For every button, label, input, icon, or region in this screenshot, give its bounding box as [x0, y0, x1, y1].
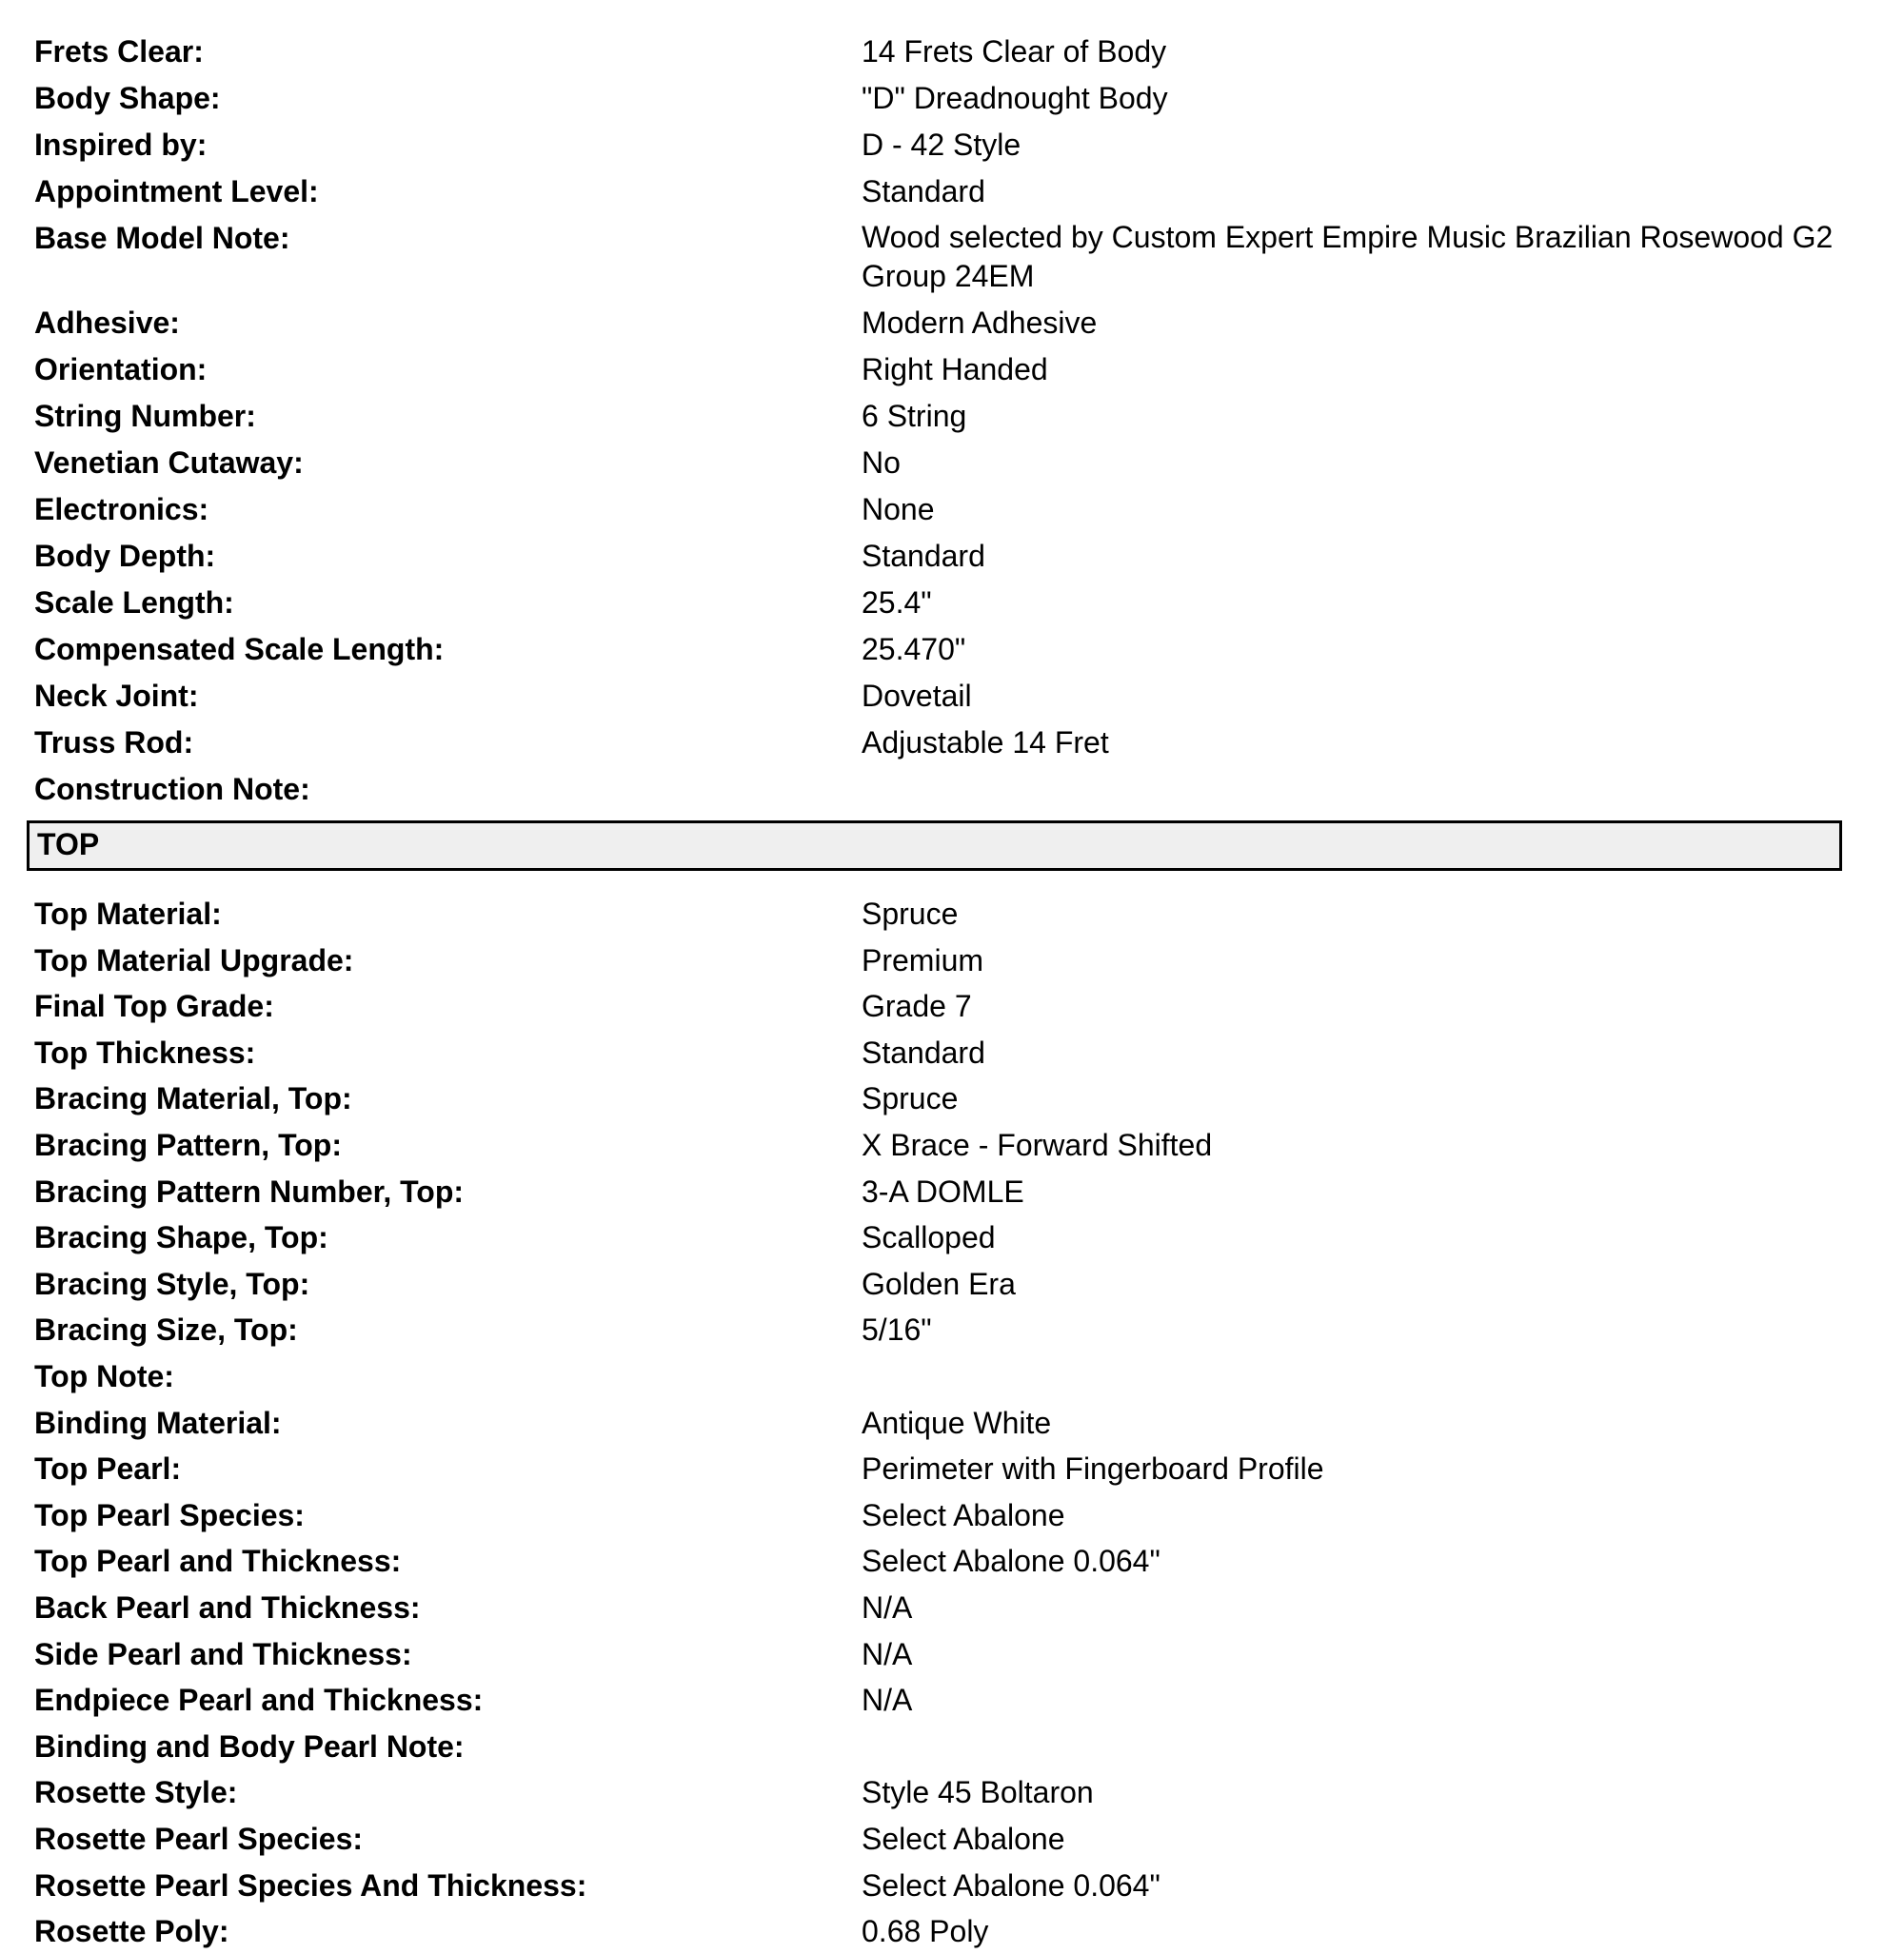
spec-row	[0, 1307, 1904, 1352]
spec-value: 25.470"	[862, 632, 966, 666]
spec-value: 6 String	[862, 399, 967, 433]
spec-row	[0, 720, 1904, 765]
spec-label: Rosette Style:	[34, 1775, 238, 1810]
spec-row	[0, 1863, 1904, 1908]
spec-row	[0, 393, 1904, 439]
spec-value: None	[862, 492, 935, 526]
spec-row	[0, 533, 1904, 579]
spec-label: Bracing Pattern, Top:	[34, 1128, 342, 1162]
spec-label: Rosette Pearl Species And Thickness:	[34, 1867, 587, 1903]
spec-label: Binding Material:	[34, 1405, 282, 1440]
spec-row	[0, 1446, 1904, 1491]
spec-row	[0, 580, 1904, 625]
spec-value: N/A	[862, 1590, 913, 1625]
spec-label: Rosette Poly:	[34, 1914, 229, 1949]
spec-row	[0, 215, 1904, 301]
spec-row	[0, 1353, 1904, 1399]
spec-row	[0, 1169, 1904, 1214]
spec-value: 14 Frets Clear of Body	[862, 34, 1167, 69]
spec-label: Appointment Level:	[34, 174, 319, 208]
spec-value: Standard	[862, 174, 985, 208]
spec-label: Final Top Grade:	[34, 989, 274, 1024]
section-header-top	[27, 820, 1842, 871]
spec-value: Wood selected by Custom Expert Empire Music Brazilian Rosewood G2 Group 24EM	[862, 220, 1834, 293]
spec-label: Orientation:	[34, 352, 208, 386]
spec-label: Compensated Scale Length:	[34, 632, 445, 666]
spec-label: Top Material:	[34, 897, 222, 931]
spec-label: Bracing Shape, Top:	[34, 1220, 328, 1255]
spec-label: Bracing Style, Top:	[34, 1266, 310, 1301]
spec-label: Bracing Size, Top:	[34, 1313, 298, 1348]
spec-row	[0, 1816, 1904, 1862]
spec-row	[0, 673, 1904, 719]
spec-label: Back Pearl and Thickness:	[34, 1590, 421, 1625]
spec-value: Spruce	[862, 897, 959, 931]
spec-value: Dovetail	[862, 679, 972, 713]
spec-label: Base Model Note:	[34, 221, 290, 255]
spec-label: Venetian Cutaway:	[34, 445, 304, 480]
spec-row	[0, 75, 1904, 121]
spec-label: Truss Rod:	[34, 725, 194, 760]
spec-label: String Number:	[34, 399, 256, 433]
spec-label: Top Pearl and Thickness:	[34, 1544, 402, 1579]
spec-label: Top Note:	[34, 1359, 174, 1393]
spec-row	[0, 1076, 1904, 1121]
spec-value: N/A	[862, 1683, 913, 1718]
spec-label: Binding and Body Pearl Note:	[34, 1728, 465, 1764]
spec-value: 0.68 Poly	[862, 1914, 989, 1949]
spec-label: Bracing Material, Top:	[34, 1081, 352, 1116]
spec-value: Spruce	[862, 1081, 959, 1116]
spec-value: Select Abalone	[862, 1822, 1065, 1856]
spec-row	[0, 1769, 1904, 1815]
spec-value: 5/16"	[862, 1313, 932, 1348]
spec-label: Adhesive:	[34, 306, 180, 340]
spec-row	[0, 1538, 1904, 1584]
spec-row	[0, 938, 1904, 983]
spec-label: Top Material Upgrade:	[34, 942, 354, 977]
spec-label: Rosette Pearl Species:	[34, 1822, 364, 1856]
spec-row	[0, 168, 1904, 214]
spec-label: Neck Joint:	[34, 679, 199, 713]
spec-value: Select Abalone	[862, 1497, 1065, 1532]
spec-row	[0, 1214, 1904, 1260]
spec-value: Select Abalone 0.064"	[862, 1867, 1160, 1903]
spec-row	[0, 346, 1904, 392]
spec-value: Golden Era	[862, 1266, 1016, 1301]
spec-label: Body Depth:	[34, 539, 216, 573]
spec-row	[0, 626, 1904, 672]
spec-value: N/A	[862, 1636, 913, 1671]
spec-row	[0, 29, 1904, 74]
spec-value: Premium	[862, 942, 984, 977]
spec-row	[0, 1492, 1904, 1538]
spec-value: Right Handed	[862, 352, 1048, 386]
spec-value: No	[862, 445, 901, 480]
spec-label: Inspired by:	[34, 128, 208, 162]
spec-label: Bracing Pattern Number, Top:	[34, 1174, 465, 1209]
spec-label: Frets Clear:	[34, 34, 204, 69]
spec-value: Modern Adhesive	[862, 306, 1098, 340]
spec-value: Scalloped	[862, 1220, 996, 1255]
spec-row	[0, 300, 1904, 345]
spec-row	[0, 983, 1904, 1029]
spec-row	[0, 1585, 1904, 1630]
spec-value: D - 42 Style	[862, 128, 1021, 162]
spec-label: Construction Note:	[34, 772, 310, 806]
spec-row	[0, 891, 1904, 937]
spec-row	[0, 1030, 1904, 1076]
spec-row	[0, 1261, 1904, 1307]
spec-row	[0, 486, 1904, 532]
spec-value: Perimeter with Fingerboard Profile	[862, 1451, 1324, 1487]
spec-label: Side Pearl and Thickness:	[34, 1636, 412, 1671]
spec-label: Scale Length:	[34, 585, 234, 620]
spec-label: Top Pearl:	[34, 1451, 182, 1487]
spec-label: Endpiece Pearl and Thickness:	[34, 1683, 484, 1718]
spec-value: Standard	[862, 1035, 985, 1070]
spec-value: X Brace - Forward Shifted	[862, 1128, 1213, 1162]
spec-row	[0, 1908, 1904, 1954]
spec-value: Grade 7	[862, 989, 972, 1024]
spec-row	[0, 1631, 1904, 1677]
spec-value: Antique White	[862, 1405, 1052, 1440]
spec-row	[0, 1400, 1904, 1446]
spec-label: Body Shape:	[34, 81, 221, 115]
spec-label: Electronics:	[34, 492, 209, 526]
spec-row	[0, 766, 1904, 812]
spec-label: Top Pearl Species:	[34, 1497, 305, 1532]
spec-value: "D" Dreadnought Body	[862, 81, 1168, 115]
spec-row	[0, 1122, 1904, 1168]
spec-row	[0, 1724, 1904, 1769]
spec-value: Select Abalone 0.064"	[862, 1544, 1160, 1579]
spec-row	[0, 440, 1904, 485]
section-title: TOP	[37, 827, 100, 861]
spec-value: Style 45 Boltaron	[862, 1775, 1094, 1810]
spec-row	[0, 122, 1904, 168]
spec-value: 3-A DOMLE	[862, 1174, 1024, 1209]
spec-row	[0, 1677, 1904, 1723]
spec-value: Adjustable 14 Fret	[862, 725, 1109, 760]
spec-value: 25.4"	[862, 585, 932, 620]
spec-label: Top Thickness:	[34, 1035, 256, 1070]
spec-value: Standard	[862, 539, 985, 573]
